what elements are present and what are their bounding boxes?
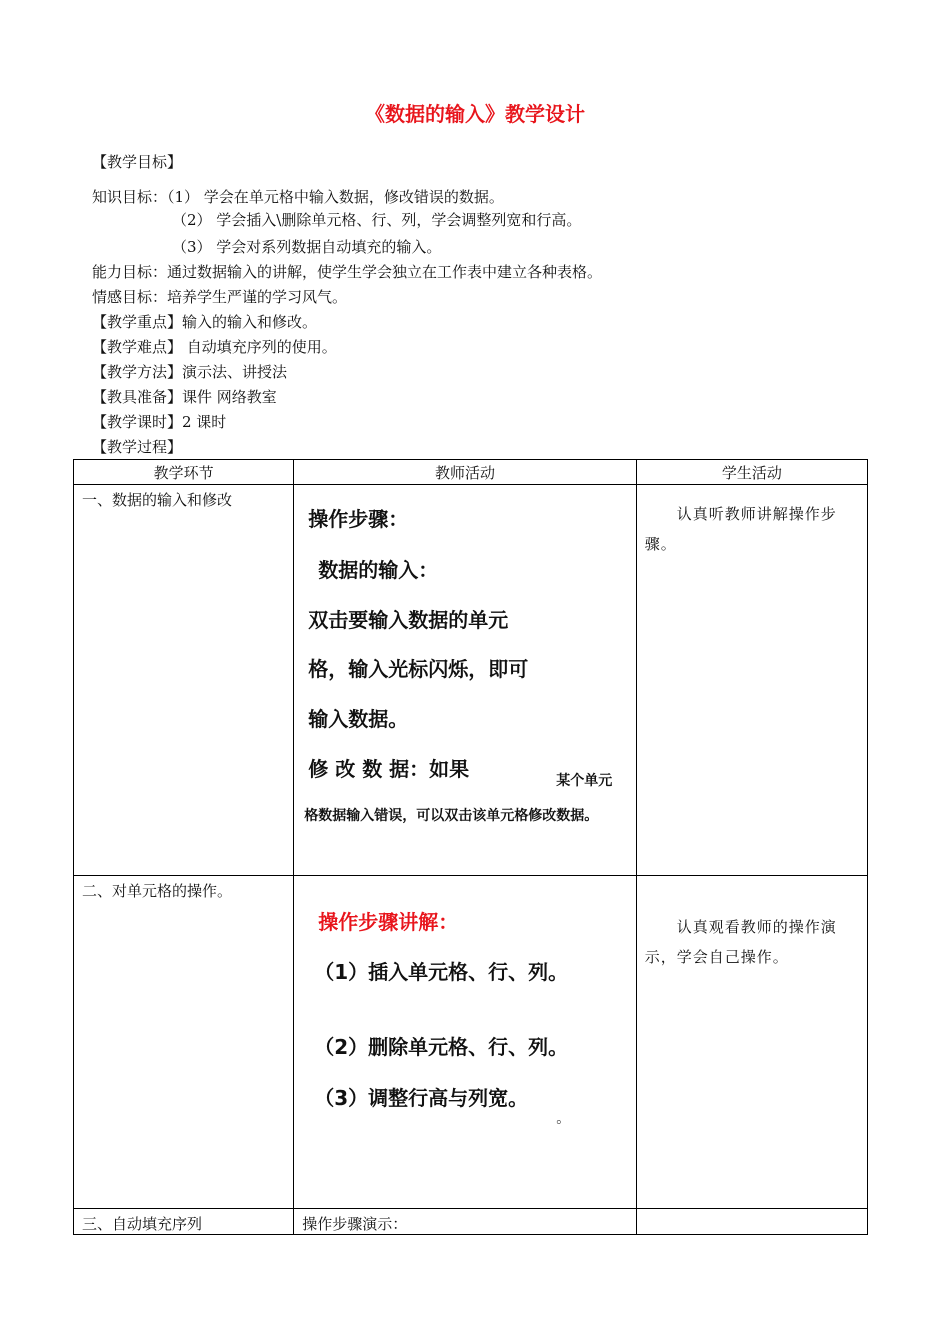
knowledge-goal-2: （2） 学会插入\删除单元格、行、列，学会调整列宽和行高。 <box>172 211 582 229</box>
header-stage: 教学环节 <box>74 460 294 485</box>
teaching-aids: 【教具准备】课件 网络教室 <box>92 388 277 406</box>
teacher-line: 某个单元 <box>556 773 613 789</box>
teacher-line: （1）插入单元格、行、列。 <box>314 960 569 984</box>
student-text: 认真听教师讲解操作步骤。 <box>644 505 837 553</box>
header-student: 学生活动 <box>636 460 867 485</box>
stage-text: 三、自动填充序列 <box>82 1215 203 1233</box>
stage-text: 一、数据的输入和修改 <box>82 491 233 509</box>
stage-cell <box>74 876 294 1209</box>
teacher-line: 输入数据。 <box>308 707 409 731</box>
teacher-line: 操作步骤： <box>308 507 409 531</box>
teacher-line: 修 改 数 据：如果 <box>308 757 470 781</box>
teacher-line: 。 <box>556 1111 571 1127</box>
teacher-line: 双击要输入数据的单元 <box>308 608 509 632</box>
teacher-line: 操作步骤讲解： <box>318 910 459 934</box>
student-text <box>637 1209 867 1213</box>
student-cell <box>636 485 867 876</box>
class-hours: 【教学课时】2 课时 <box>92 413 227 431</box>
process-table <box>73 459 868 1235</box>
teaching-method: 【教学方法】演示法、讲授法 <box>92 363 288 381</box>
teacher-cell <box>294 876 636 1209</box>
document-title: 《数据的输入》教学设计 <box>365 102 585 126</box>
student-cell <box>636 876 867 1209</box>
teacher-line: 数据的输入： <box>318 558 439 582</box>
teacher-line: （2）删除单元格、行、列。 <box>314 1035 569 1059</box>
stage-cell <box>74 1209 294 1235</box>
student-text: 认真观看教师的操作演示，学会自己操作。 <box>644 918 837 966</box>
teacher-cell <box>294 485 636 876</box>
knowledge-goal-1: 知识目标：（1） 学会在单元格中输入数据，修改错误的数据。 <box>92 188 504 206</box>
section-process: 【教学过程】 <box>92 438 183 456</box>
teacher-line: 格，输入光标闪烁，即可 <box>308 657 529 681</box>
key-point: 【教学重点】输入的输入和修改。 <box>92 313 318 331</box>
stage-text: 二、对单元格的操作。 <box>82 882 233 900</box>
table-header-row <box>74 460 868 485</box>
difficult-point: 【教学难点】 自动填充序列的使用。 <box>92 338 337 356</box>
teacher-line: 操作步骤演示： <box>302 1215 408 1233</box>
teacher-line: （3）调整行高与列宽。 <box>314 1086 529 1110</box>
teacher-cell <box>294 1209 636 1235</box>
student-cell <box>636 1209 867 1235</box>
table-row <box>74 876 868 1209</box>
knowledge-goal-3: （3） 学会对系列数据自动填充的输入。 <box>172 238 442 256</box>
stage-cell <box>74 485 294 876</box>
header-teacher: 教师活动 <box>294 460 636 485</box>
emotion-goal: 情感目标：培养学生严谨的学习风气。 <box>92 288 348 306</box>
teacher-line: 格数据输入错误，可以双击该单元格修改数据。 <box>304 808 599 824</box>
ability-goal: 能力目标：通过数据输入的讲解，使学生学会独立在工作表中建立各种表格。 <box>92 263 603 281</box>
section-objectives: 【教学目标】 <box>92 153 183 171</box>
table-row <box>74 485 868 876</box>
table-row <box>74 1209 868 1235</box>
